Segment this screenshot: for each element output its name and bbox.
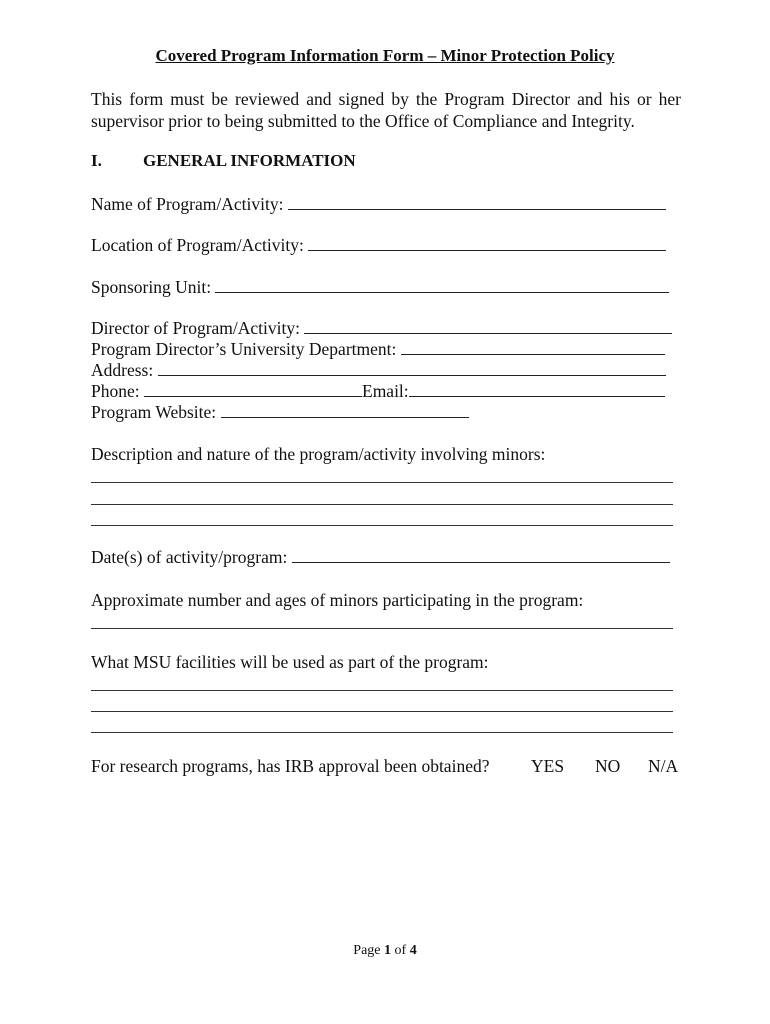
minors-line-1[interactable] bbox=[91, 628, 673, 629]
irb-question: For research programs, has IRB approval been obtained? bbox=[91, 756, 490, 776]
location-row bbox=[91, 235, 666, 256]
dates-row bbox=[91, 547, 670, 568]
dates-field[interactable] bbox=[292, 547, 670, 563]
phone-field[interactable] bbox=[144, 381, 362, 397]
description-line-3[interactable] bbox=[91, 525, 673, 526]
website-row bbox=[91, 402, 469, 423]
phone-email-row bbox=[91, 381, 665, 402]
section-title: GENERAL INFORMATION bbox=[143, 151, 356, 170]
program-name-row bbox=[91, 194, 666, 215]
sponsoring-unit-row bbox=[91, 277, 669, 298]
director-field[interactable] bbox=[304, 318, 672, 334]
facilities-line-1[interactable] bbox=[91, 690, 673, 691]
location-field[interactable] bbox=[308, 235, 666, 251]
description-line-2[interactable] bbox=[91, 504, 673, 505]
form-title: Covered Program Information Form – Minor Protection Policy bbox=[155, 46, 615, 65]
location-label: Location of Program/Activity: bbox=[91, 235, 304, 255]
facilities-line-2[interactable] bbox=[91, 711, 673, 712]
section-number: I. bbox=[91, 151, 102, 170]
address-label: Address: bbox=[91, 360, 154, 380]
description-line-1[interactable] bbox=[91, 482, 673, 483]
irb-no-option[interactable]: NO bbox=[595, 756, 621, 776]
description-question: Description and nature of the program/activity involving minors: bbox=[91, 444, 546, 464]
email-label: Email: bbox=[362, 381, 409, 401]
website-label: Program Website: bbox=[91, 402, 217, 422]
department-label: Program Director’s University Department: bbox=[91, 339, 397, 359]
address-field[interactable] bbox=[158, 360, 666, 376]
facilities-question: What MSU facilities will be used as part of the program: bbox=[91, 652, 489, 672]
address-row bbox=[91, 360, 666, 381]
sponsoring-unit-label: Sponsoring Unit: bbox=[91, 277, 212, 297]
footer-prefix: Page bbox=[353, 943, 385, 958]
section-heading bbox=[91, 151, 356, 171]
facilities-line-3[interactable] bbox=[91, 732, 673, 733]
director-row bbox=[91, 318, 672, 339]
program-name-field[interactable] bbox=[288, 194, 666, 210]
program-name-label: Name of Program/Activity: bbox=[91, 194, 284, 214]
sponsoring-unit-field[interactable] bbox=[215, 277, 669, 293]
footer-current-page: 1 bbox=[384, 943, 392, 958]
dates-label: Date(s) of activity/program: bbox=[91, 547, 288, 567]
phone-label: Phone: bbox=[91, 381, 140, 401]
footer-middle: of bbox=[391, 943, 410, 958]
minors-question: Approximate number and ages of minors participating in the program: bbox=[91, 590, 584, 610]
director-label: Director of Program/Activity: bbox=[91, 318, 300, 338]
intro-paragraph: This form must be reviewed and signed by the Program Director and his or her supervisor prior to being submitted to the Office of Compliance and Integrity. bbox=[91, 89, 681, 131]
footer-total-pages: 4 bbox=[409, 943, 417, 958]
email-field[interactable] bbox=[409, 381, 665, 397]
irb-na-option[interactable]: N/A bbox=[648, 756, 679, 776]
department-row bbox=[91, 339, 665, 360]
page-footer bbox=[0, 943, 770, 959]
website-field[interactable] bbox=[221, 402, 469, 418]
irb-yes-option[interactable]: YES bbox=[531, 756, 565, 776]
department-field[interactable] bbox=[401, 339, 665, 355]
